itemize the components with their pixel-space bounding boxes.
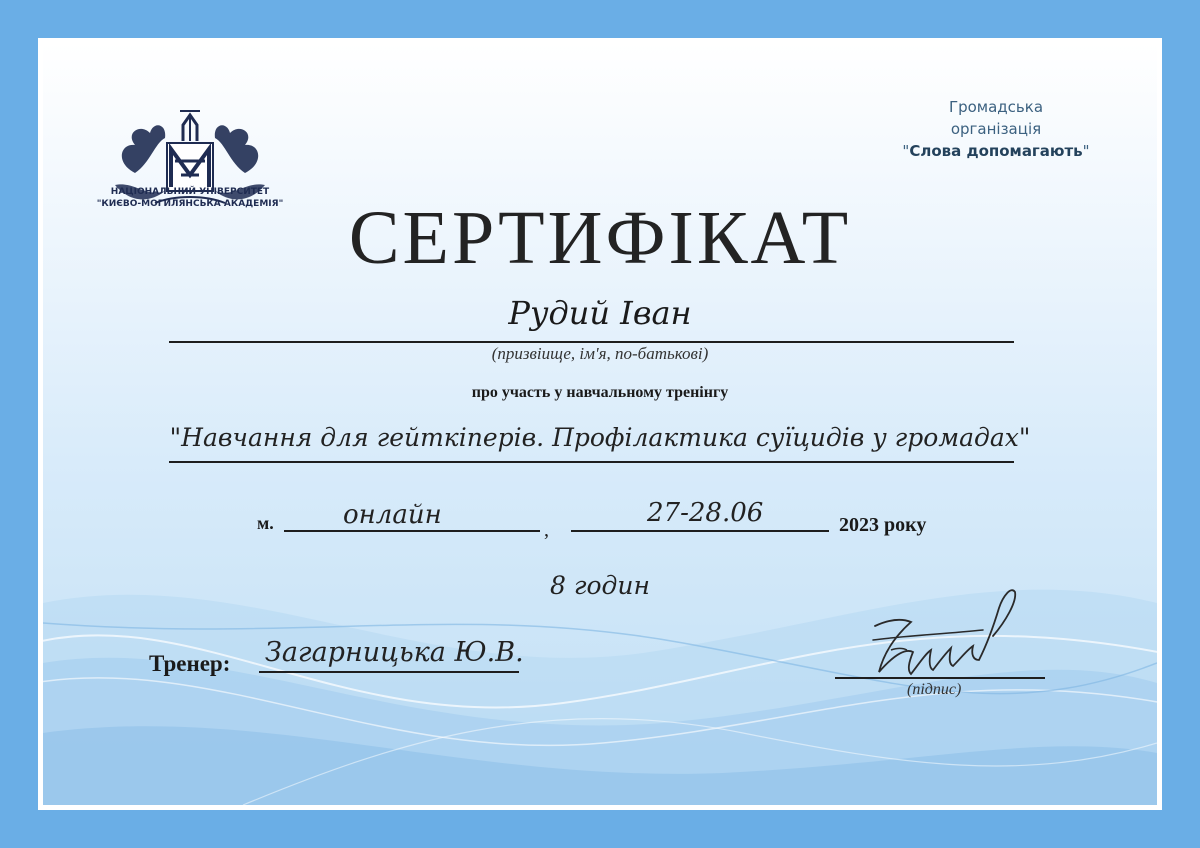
signature-caption: (підпис) bbox=[907, 681, 962, 698]
trainer-name: Загарницька Ю.В. bbox=[265, 637, 524, 668]
training-title: "Навчання для гейткіперів. Профілактика суїцидів у громадах" bbox=[169, 423, 1031, 452]
certificate-title: СЕРТИФІКАТ bbox=[348, 196, 852, 280]
participation-text: про участь у навчальному тренінгу bbox=[471, 384, 729, 401]
comma: , bbox=[544, 519, 549, 541]
university-name: НАЦІОНАЛЬНИЙ УНІВЕРСИТЕТ "КИЄВО-МОГИЛЯНСЬКА АКАДЕМІЯ" bbox=[96, 187, 284, 209]
signature-underline bbox=[835, 677, 1045, 679]
name-caption: (призвіище, ім'я, по-батькові) bbox=[491, 344, 709, 363]
recipient-name: Рудий Іван bbox=[508, 294, 692, 332]
year-text: 2023 року bbox=[839, 514, 927, 536]
trainer-label: Тренер: bbox=[149, 651, 231, 676]
city-underline bbox=[284, 530, 540, 532]
hours: 8 годин bbox=[550, 571, 650, 600]
date-underline bbox=[571, 530, 829, 532]
trainer-underline bbox=[259, 671, 519, 673]
city-value: онлайн bbox=[343, 500, 442, 530]
certificate-body bbox=[43, 43, 1157, 805]
city-prefix: м. bbox=[257, 513, 274, 533]
organization-name: Громадська організація "Слова допомагають" bbox=[902, 98, 1090, 160]
training-underline bbox=[169, 461, 1014, 463]
date-value: 27-28.06 bbox=[647, 498, 764, 528]
name-underline bbox=[169, 341, 1014, 343]
